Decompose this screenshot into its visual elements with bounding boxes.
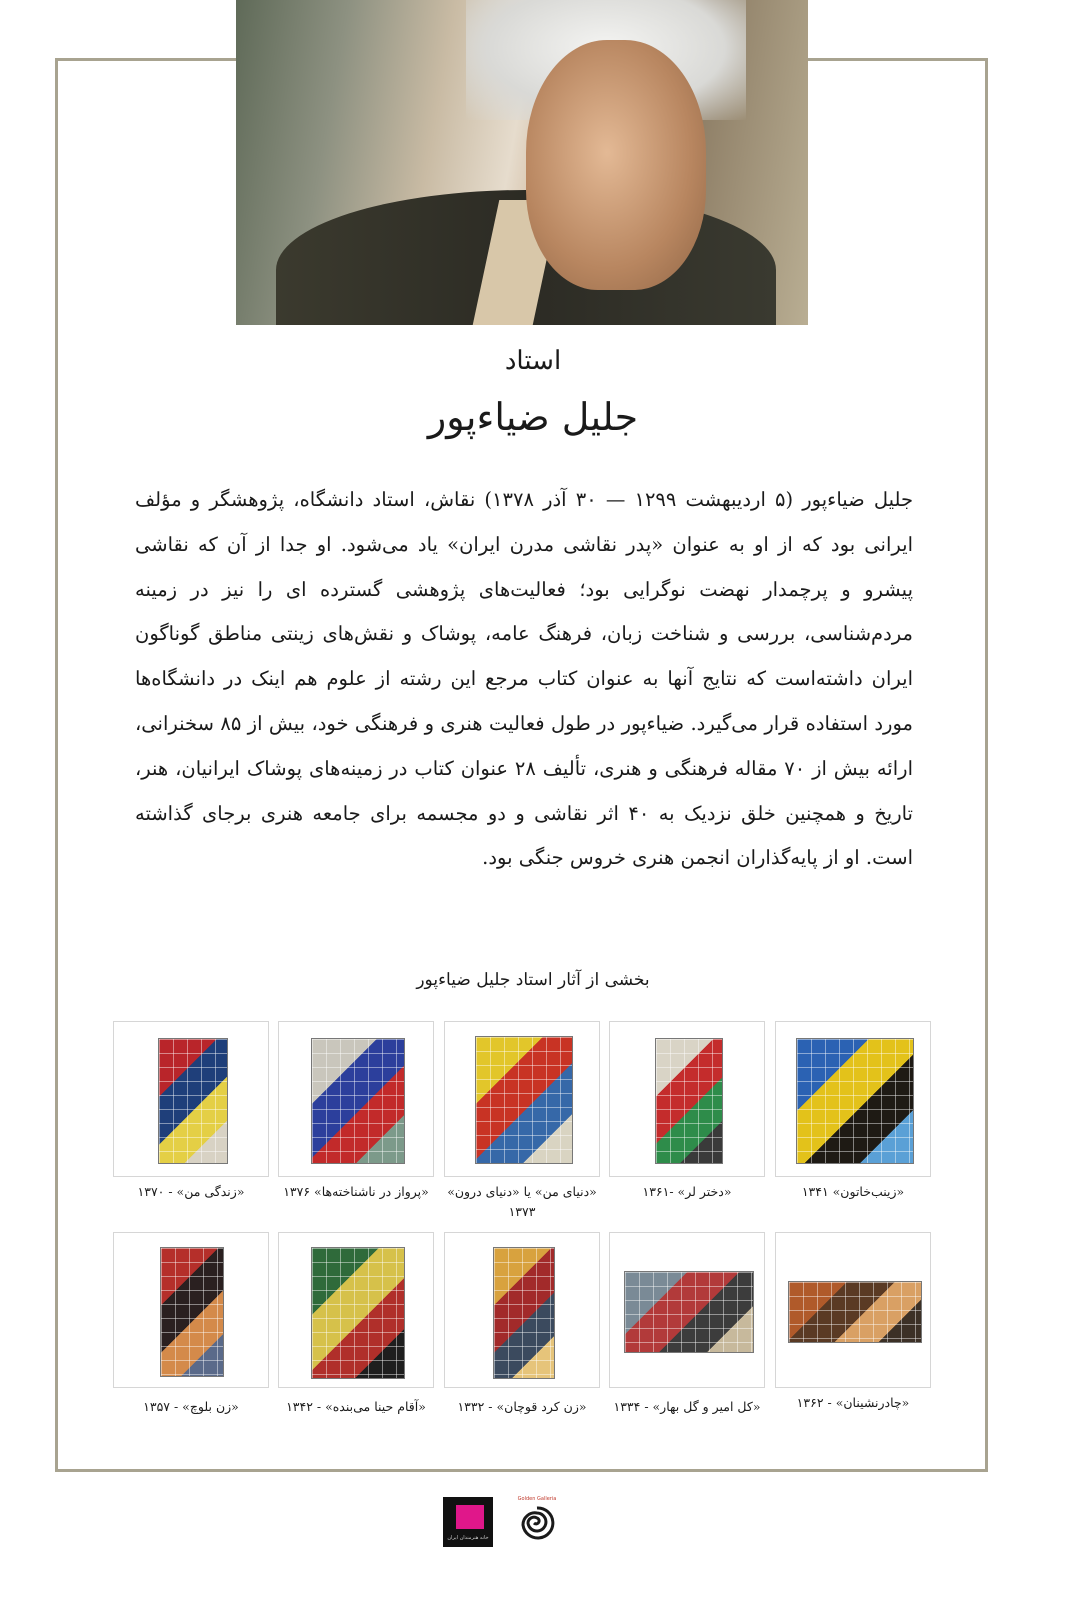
artwork-image — [475, 1036, 573, 1164]
artwork-image — [311, 1038, 405, 1164]
artwork-tile[interactable] — [113, 1232, 269, 1388]
title-prefix: استاد — [504, 346, 562, 376]
artwork-caption: «زن کرد قوچان» - ۱۳۳۲ — [457, 1399, 587, 1414]
artwork-caption: «دختر لر» -۱۳۶۱ — [642, 1184, 732, 1199]
artist-name-title: جلیل ضیاءپور — [427, 395, 639, 439]
gallery-heading: بخشی از آثار استاد جلیل ضیاءپور — [416, 970, 650, 990]
artwork-image — [311, 1247, 405, 1379]
artwork-image — [160, 1247, 224, 1377]
artwork-tile[interactable] — [278, 1232, 434, 1388]
artwork-image — [788, 1281, 922, 1343]
artwork-caption: «زندگی من» - ۱۳۷۰ — [137, 1184, 245, 1199]
artist-portrait-image — [236, 0, 808, 325]
artwork-image — [796, 1038, 914, 1164]
artwork-tile[interactable] — [444, 1232, 600, 1388]
artwork-image — [624, 1271, 754, 1353]
artwork-caption: «چادرنشینان» - ۱۳۶۲ — [796, 1395, 910, 1410]
artwork-image — [655, 1038, 723, 1164]
artwork-caption: «آقام حینا می‌بنده» - ۱۳۴۲ — [286, 1399, 426, 1414]
artwork-caption: «دنیای من» یا «دنیای درون» ۱۳۷۳ — [447, 1184, 597, 1219]
biography-paragraph: جلیل ضیاءپور (۵ اردیبهشت ۱۲۹۹ — ۳۰ آذر ۱۳۷۸) نقاش، استاد دانشگاه، پژوهشگر و مؤلف ایرانی بود که از او به عنوان «پدر نقاشی مدرن ایران» یاد می‌شود. او جدا از آن که نقاشی پیشرو و پرچمدار نهضت نوگرایی بود؛ فعالیت‌های پژوهشی گسترده ای را نیز در زمینه مردم‌شناسی، بررسی و شناخت زبان، فرهنگ عامه، پوشاک و نقش‌های زینتی مناطق گوناگون ایران داشته‌است که نتایج آنها به عنوان کتاب مرجع این رشته از علوم هم اینک در دانشگاه‌ها مورد استفاده قرار می‌گیرد. ضیاءپور در طول فعالیت هنری و فرهنگی خود، بیش از ۸۵ سخنرانی، ارائه بیش از ۷۰ مقاله فرهنگی و هنری، تألیف ۲۸ عنوان کتاب در زمینه‌های پوشاک ایرانیان، هنر، تاریخ و همچنین خلق نزدیک به ۴۰ اثر نقاشی و دو مجسمه برای جامعه هنری برجای گذاشته است. او از پایه‌گذاران انجمن هنری خروس جنگی بود. — [135, 488, 914, 870]
artwork-tile[interactable] — [775, 1021, 931, 1177]
artwork-image — [493, 1247, 555, 1379]
artwork-tile[interactable] — [609, 1021, 765, 1177]
artwork-tile[interactable] — [775, 1232, 931, 1388]
artwork-tile[interactable] — [444, 1021, 600, 1177]
artwork-image — [158, 1038, 228, 1164]
artwork-tile[interactable] — [113, 1021, 269, 1177]
artists-house-logo: خانه هنرمندان ایران — [443, 1497, 493, 1547]
spiral-icon — [518, 1504, 556, 1542]
galleria-logo: Golden Galleria — [516, 1496, 558, 1548]
artwork-caption: «زن بلوچ» - ۱۳۵۷ — [143, 1399, 239, 1414]
artwork-tile[interactable] — [609, 1232, 765, 1388]
artwork-caption: «پرواز در ناشناخته‌ها» ۱۳۷۶ — [283, 1184, 429, 1199]
artwork-tile[interactable] — [278, 1021, 434, 1177]
artwork-caption: «زینب‌خاتون» ۱۳۴۱ — [801, 1184, 905, 1199]
artwork-caption: «کل امیر و گل بهار» - ۱۳۳۴ — [613, 1399, 761, 1414]
